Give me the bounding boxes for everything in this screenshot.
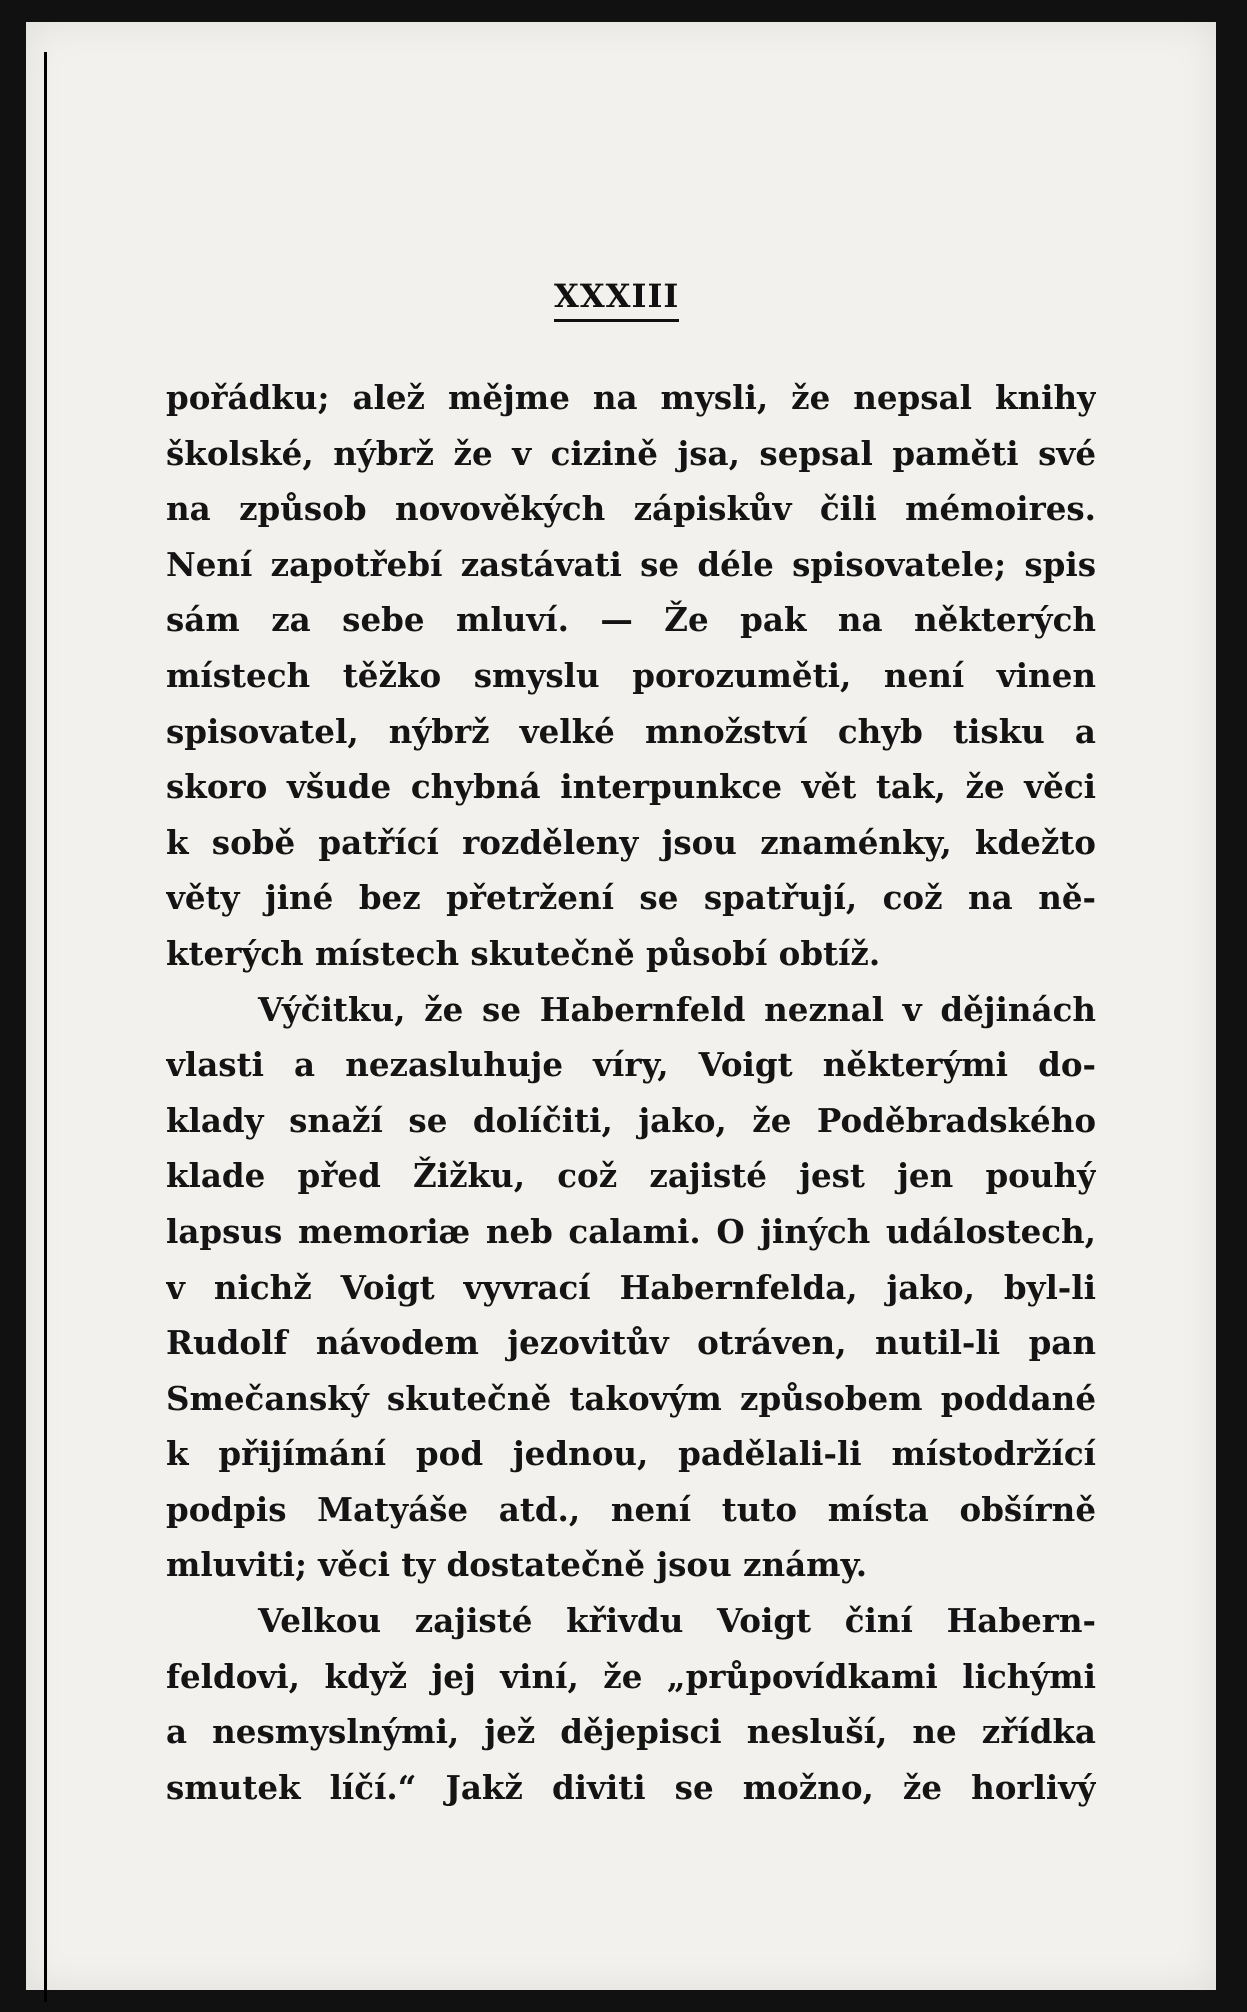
text-line: Smečanský skutečně takovým způsobem poddané bbox=[166, 1378, 1096, 1418]
text-line: k přijímání pod jednou, padělali-li místodržící bbox=[166, 1434, 1096, 1474]
text-line: Není zapotřebí zastávati se déle spisovatele; spis bbox=[166, 544, 1096, 584]
text-line: smutek líčí.“ Jakž diviti se možno, že horlivý bbox=[166, 1767, 1096, 1807]
text-line: Rudolf návodem jezovitův otráven, nutil-li pan bbox=[166, 1323, 1096, 1363]
text-line: podpis Matyáše atd., není tuto místa obšírně bbox=[166, 1489, 1096, 1529]
text-line: školské, nýbrž že v cizině jsa, sepsal paměti své bbox=[166, 433, 1096, 473]
text-line: lapsus memoriæ neb calami. O jiných událostech, bbox=[166, 1211, 1096, 1251]
text-line: sám za sebe mluví. — Že pak na některých bbox=[166, 600, 1096, 640]
text-line: skoro všude chybná interpunkce vět tak, že věci bbox=[166, 767, 1096, 807]
text-line: věty jiné bez přetržení se spatřují, což na ně- bbox=[166, 878, 1096, 918]
paragraph-start-line: Výčitku, že se Habernfeld neznal v dějinách bbox=[258, 989, 1096, 1029]
page-number: XXXIII bbox=[554, 277, 679, 322]
body-text bbox=[166, 370, 1096, 1815]
text-line: klady snaží se dolíčiti, jako, že Poděbradského bbox=[166, 1100, 1096, 1140]
paragraph-start-line: Velkou zajisté křivdu Voigt činí Habern- bbox=[258, 1601, 1096, 1641]
paragraph-end-line: kterých místech skutečně působí obtíž. bbox=[166, 933, 881, 973]
text-line: vlasti a nezasluhuje víry, Voigt některými do- bbox=[166, 1045, 1096, 1085]
page-edge-rule bbox=[44, 52, 47, 2002]
paragraph-end-line: mluviti; věci ty dostatečně jsou známy. bbox=[166, 1545, 868, 1585]
text-line: v nichž Voigt vyvrací Habernfelda, jako, byl-li bbox=[166, 1267, 1096, 1307]
text-line: spisovatel, nýbrž velké množství chyb tisku a bbox=[166, 711, 1096, 751]
text-line: a nesmyslnými, jež dějepisci nesluší, ne zřídka bbox=[166, 1712, 1096, 1752]
text-line: klade před Žižku, což zajisté jest jen pouhý bbox=[166, 1156, 1096, 1196]
text-line: místech těžko smyslu porozuměti, není vinen bbox=[166, 655, 1096, 695]
text-line: k sobě patřící rozděleny jsou znaménky, kdežto bbox=[166, 822, 1096, 862]
text-line: na způsob novověkých zápiskův čili mémoires. bbox=[166, 489, 1096, 529]
text-line: feldovi, když jej viní, že „průpovídkami lichými bbox=[166, 1656, 1096, 1696]
book-page bbox=[26, 22, 1216, 1990]
text-line: pořádku; alež mějme na mysli, že nepsal knihy bbox=[166, 378, 1096, 417]
